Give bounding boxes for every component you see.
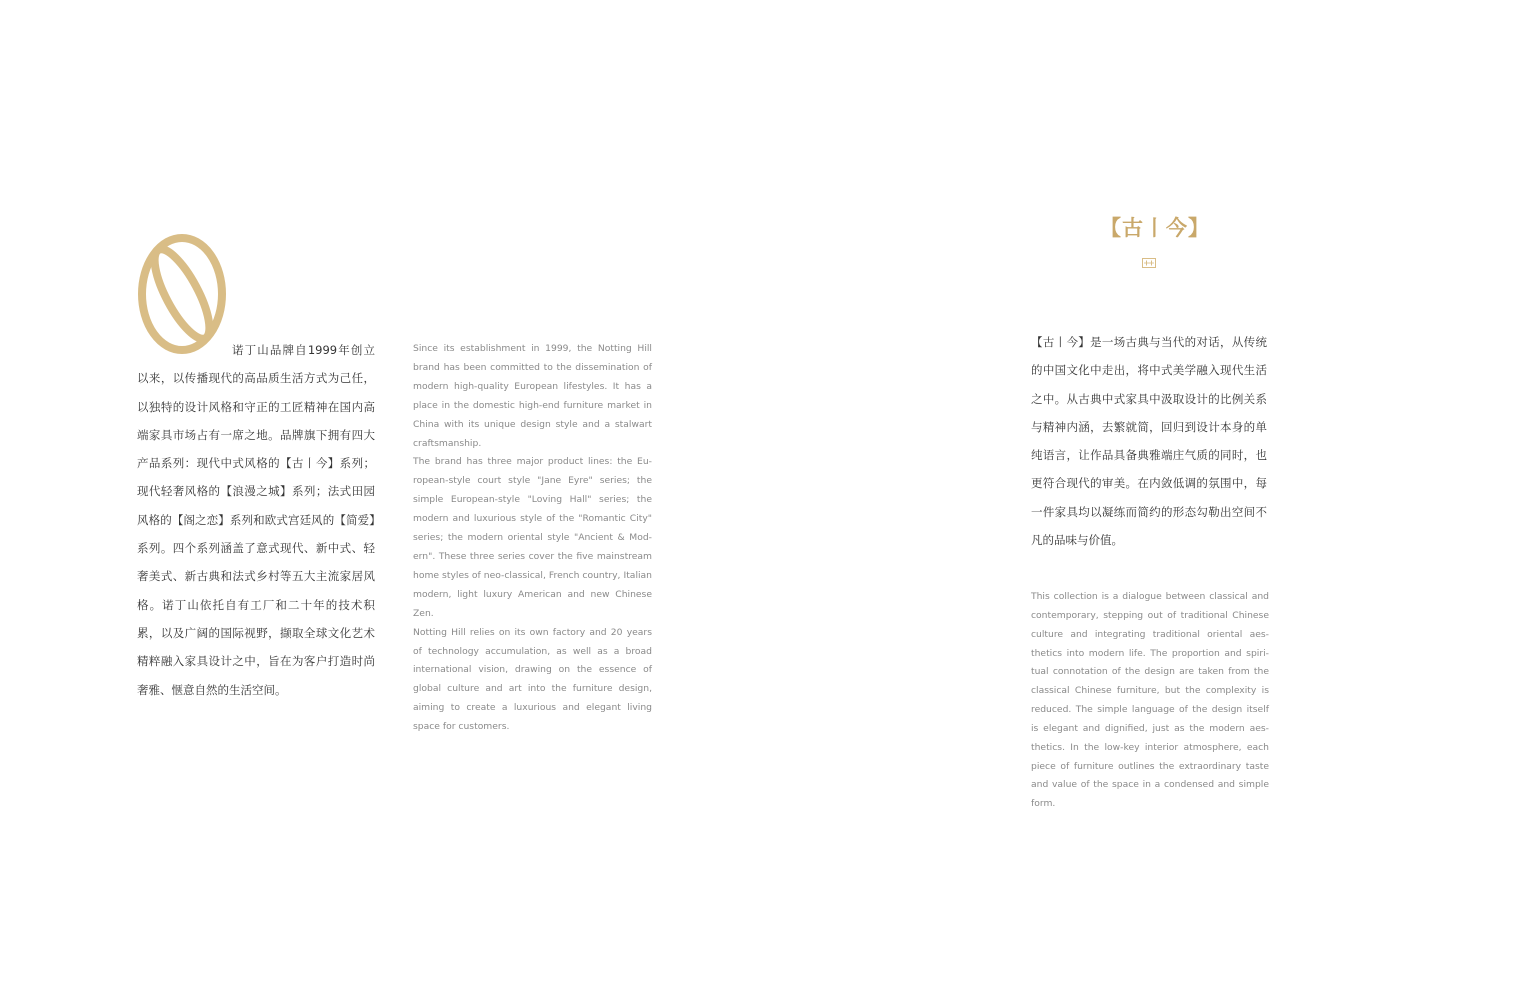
seal-icon <box>1142 258 1156 268</box>
brand-intro-en <box>413 340 652 737</box>
brand-intro-en-paragraph-1: Since its establishment in 1999, the Notting Hill brand has been committed to the dissemination of modern high-quality European lifestyles. It has a place in the domestic high-end furniture market in China with its unique design style and a stalwart craftsmanship. <box>413 343 652 449</box>
brand-intro-zh: 诺丁山品牌自1999年创立以来，以传播现代的高品质生活方式为己任，以独特的设计风格和守正的工匠精神在国内高端家具市场占有一席之地。品牌旗下拥有四大产品系列：现代中式风格的【古丨今】系列；现代轻奢风格的【浪漫之城】系列；法式田园风格的【阁之恋】系列和欧式宫廷风的【简爱】系列。四个系列涵盖了意式现代、新中式、轻奢美式、新古典和法式乡村等五大主流家居风格。诺丁山依托自有工厂和二十年的技术积累，以及广阔的国际视野，撷取全球文化艺术精粹融入家具设计之中，旨在为客户打造时尚奢雅、惬意自然的生活空间。 <box>137 343 375 697</box>
brand-intro-en-paragraph-2: The brand has three major product lines: the European-style court style "Jane Eyre" series; the simple European-style "Loving Hall" series; the modern and luxurious style of the "Romantic City" series; the modern oriental style "Ancient & Modern". These three series cover the five mainstream home styles of neo-classical, French country, Italian modern, light luxury American and new Chinese Zen. <box>413 456 652 619</box>
collection-description-zh: 【古丨今】是一场古典与当代的对话，从传统的中国文化中走出，将中式美学融入现代生活之中。从古典中式家具中汲取设计的比例关系与精神内涵，去繁就简，回归到设计本身的单纯语言，让作品具备典雅端庄气质的同时，也更符合现代的审美。在内敛低调的氛围中，每一件家具均以凝练而简约的形态勾勒出空间不凡的品味与价值。 <box>1031 335 1267 548</box>
collection-title: 【古丨今】 <box>1100 215 1210 240</box>
brand-intro-en-paragraph-3: Notting Hill relies on its own factory and 20 years of technology accumulation, as well as a broad international vision, drawing on the essence of global culture and art into the furniture design, aiming to create a luxurious and elegant living space for customers. <box>413 626 652 733</box>
collection-description-en: This collection is a dialogue between classical and contemporary, stepping out of traditional Chinese culture and integrating traditional oriental aesthetics into modern life. The proportion and spiritual connotation of the design are taken from the classical Chinese furniture, but the complexity is reduced. The simple language of the design itself is elegant and dignified, just as the modern aesthetics. In the low-key interior atmosphere, each piece of furniture outlines the extraordinary taste and value of the space in a condensed and simple form. <box>1031 591 1269 810</box>
